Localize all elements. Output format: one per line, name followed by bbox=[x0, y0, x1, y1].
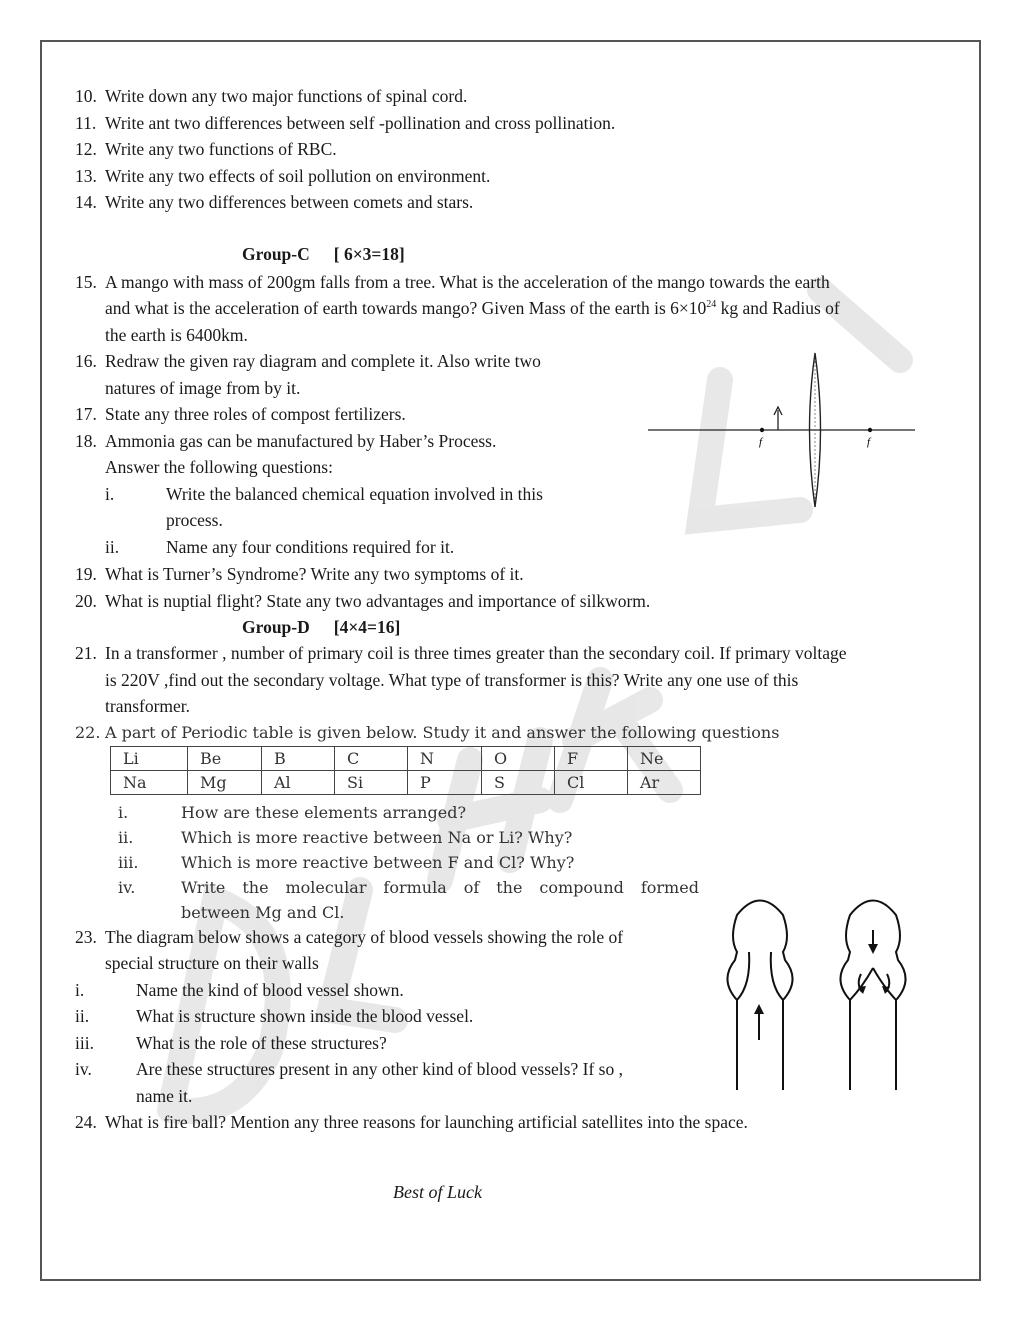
question-16: 16. Redraw the given ray diagram and complete it. Also write two bbox=[75, 351, 541, 371]
question-16-line2: natures of image from by it. bbox=[105, 378, 301, 398]
vein-closed-valve bbox=[840, 901, 905, 1091]
question-13: 13. Write any two effects of soil pollution on environment. bbox=[75, 166, 491, 186]
question-10: 10. Write down any two major functions of spinal cord. bbox=[75, 86, 468, 106]
question-23: 23. The diagram below shows a category of blood vessels showing the role of bbox=[75, 927, 624, 947]
vein-open-valve bbox=[727, 901, 792, 1091]
question-21: 21. In a transformer , number of primary coil is three times greater than the secondary coil. If primary voltage bbox=[75, 643, 847, 663]
table-cell: B bbox=[262, 747, 335, 771]
question-23-sub-ii: ii. What is structure shown inside the blood vessel. bbox=[75, 1006, 474, 1026]
question-21-line3: transformer. bbox=[105, 696, 191, 716]
focus-label-left: f bbox=[759, 436, 763, 448]
table-cell: S bbox=[482, 771, 555, 795]
question-23-line2: special structure on their walls bbox=[105, 953, 319, 973]
question-22: 22. A part of Periodic table is given below. Study it and answer the following questions bbox=[75, 723, 780, 742]
question-24: 24. What is fire ball? Mention any three reasons for launching artificial satellites into the space. bbox=[75, 1112, 748, 1132]
table-cell: Ar bbox=[628, 771, 701, 795]
focus-point-left bbox=[760, 428, 764, 432]
table-cell: Al bbox=[262, 771, 335, 795]
justified-line: Write the molecular formula of the compound formed bbox=[181, 878, 699, 897]
question-18-line2: Answer the following questions: bbox=[105, 457, 333, 477]
question-18-sub-i: i. Write the balanced chemical equation involved in this bbox=[105, 484, 543, 504]
question-23-sub-iv-line2: name it. bbox=[136, 1086, 193, 1106]
question-23-sub-iv: iv. Are these structures present in any other kind of blood vessels? If so , bbox=[75, 1059, 623, 1079]
question-15-line3: the earth is 6400km. bbox=[105, 325, 248, 345]
periodic-table bbox=[110, 746, 701, 795]
question-15: 15. A mango with mass of 200gm falls from a tree. What is the acceleration of the mango towards the earth bbox=[75, 272, 830, 292]
back-flow-arrow-head bbox=[868, 944, 878, 954]
ray-diagram bbox=[640, 345, 920, 515]
table-cell: Cl bbox=[555, 771, 628, 795]
question-17: 17. State any three roles of compost fertilizers. bbox=[75, 404, 406, 424]
vein-valve-diagram bbox=[715, 890, 930, 1100]
question-19: 19. What is Turner’s Syndrome? Write any two symptoms of it. bbox=[75, 564, 524, 584]
table-cell: Ne bbox=[628, 747, 701, 771]
question-18: 18. Ammonia gas can be manufactured by Haber’s Process. bbox=[75, 431, 497, 451]
table-cell: N bbox=[408, 747, 482, 771]
closing-message: Best of Luck bbox=[393, 1182, 482, 1202]
question-23-sub-i: i. Name the kind of blood vessel shown. bbox=[75, 980, 404, 1000]
table-cell: Mg bbox=[188, 771, 262, 795]
table-cell: P bbox=[408, 771, 482, 795]
question-15-line2: and what is the acceleration of earth towards mango? Given Mass of the earth is $6\times 10^{24}$ kg and Radius of bbox=[105, 298, 840, 318]
question-22-sub-iv-line2: between Mg and Cl. bbox=[181, 903, 345, 922]
group-d-heading: Group-D [4×4=16] bbox=[242, 617, 401, 637]
table-row bbox=[111, 771, 701, 795]
table-cell: C bbox=[335, 747, 408, 771]
question-22-sub-iv: iv. Write the molecular formula of the compound formed bbox=[118, 878, 699, 897]
question-20: 20. What is nuptial flight? State any two advantages and importance of silkworm. bbox=[75, 591, 651, 611]
table-cell: Si bbox=[335, 771, 408, 795]
question-18-sub-ii: ii. Name any four conditions required for it. bbox=[105, 537, 455, 557]
table-cell: Be bbox=[188, 747, 262, 771]
focus-point-right bbox=[868, 428, 872, 432]
question-12: 12. Write any two functions of RBC. bbox=[75, 139, 337, 159]
question-11: 11. Write ant two differences between self -pollination and cross pollination. bbox=[75, 113, 616, 133]
table-row bbox=[111, 747, 701, 771]
question-21-line2: is 220V ,find out the secondary voltage. What type of transformer is this? Write any one use of this bbox=[105, 670, 799, 690]
table-cell: F bbox=[555, 747, 628, 771]
group-c-heading: Group-C [ 6×3=18] bbox=[242, 244, 405, 264]
table-cell: O bbox=[482, 747, 555, 771]
table-cell: Li bbox=[111, 747, 188, 771]
question-18-sub-i-line2: process. bbox=[166, 510, 223, 530]
question-14: 14. Write any two differences between comets and stars. bbox=[75, 192, 474, 212]
question-22-sub-i: i. How are these elements arranged? bbox=[118, 803, 467, 822]
table-cell: Na bbox=[111, 771, 188, 795]
flow-up-arrow-head bbox=[754, 1004, 764, 1014]
question-22-sub-iii: iii. Which is more reactive between F and Cl? Why? bbox=[118, 853, 575, 872]
question-22-sub-ii: ii. Which is more reactive between Na or Li? Why? bbox=[118, 828, 573, 847]
focus-label-right: f bbox=[867, 436, 871, 448]
question-23-sub-iii: iii. What is the role of these structures? bbox=[75, 1033, 387, 1053]
